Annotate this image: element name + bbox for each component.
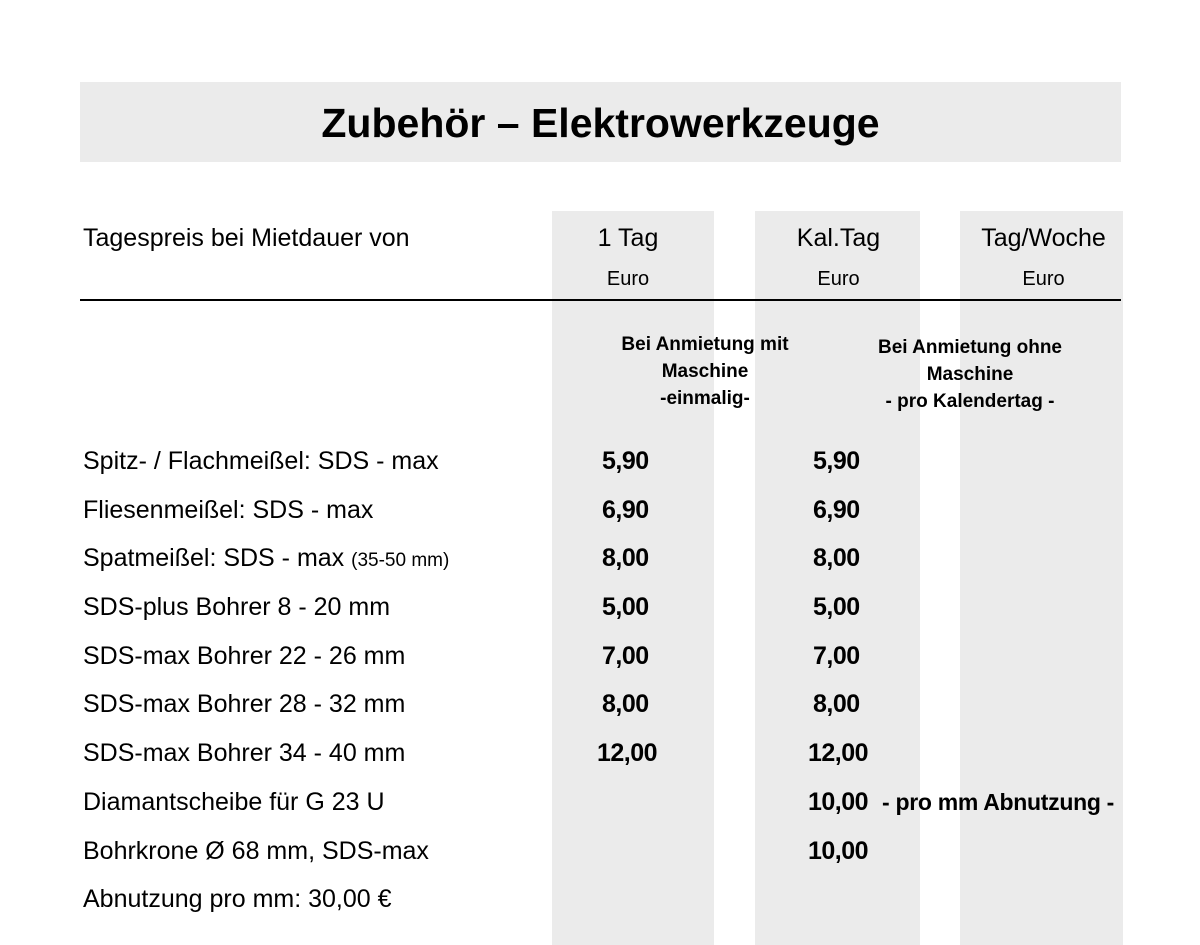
column-header-kal-tag: Kal.Tag — [796, 224, 881, 252]
row-item-label — [83, 837, 429, 868]
row-item-label — [83, 788, 385, 819]
column-unit-kal-tag: Euro — [817, 268, 860, 290]
column-band-1-tag — [552, 211, 714, 945]
column-header-1-tag: 1 Tag — [597, 224, 659, 252]
item-name: Bohrkrone Ø 68 mm, SDS-max — [83, 837, 429, 865]
row-item-label — [83, 593, 390, 624]
item-name: Spatmeißel: SDS - max — [83, 544, 352, 572]
column-header-tag-woche: Tag/Woche — [981, 224, 1106, 252]
header-label: Tagespreis bei Mietdauer von — [83, 224, 410, 252]
header-divider — [80, 299, 1121, 301]
item-detail: (35-50 mm) — [351, 550, 450, 571]
item-name: Fliesenmeißel: SDS - max — [83, 496, 374, 524]
row-item-label — [83, 447, 439, 478]
item-name: SDS-max Bohrer 28 - 32 mm — [83, 690, 406, 718]
price-with-machine: 5,00 — [602, 593, 649, 621]
item-name: SDS-max Bohrer 34 - 40 mm — [83, 739, 406, 767]
note-line: Bei Anmietung ohne — [877, 337, 1063, 358]
price-without-machine: 10,00 — [808, 837, 869, 865]
note-line: -einmalig- — [660, 388, 750, 409]
note-line: - pro Kalendertag - — [885, 391, 1055, 412]
column-unit-tag-woche: Euro — [1022, 268, 1065, 290]
price-with-machine: 7,00 — [602, 642, 649, 670]
item-name: SDS-plus Bohrer 8 - 20 mm — [83, 593, 391, 621]
price-without-machine: 8,00 — [813, 544, 860, 572]
item-name: SDS-max Bohrer 22 - 26 mm — [83, 642, 406, 670]
price-without-machine: 8,00 — [813, 690, 860, 718]
row-item-label — [83, 496, 373, 527]
price-without-machine: 10,00 — [808, 788, 869, 816]
price-without-machine: 6,90 — [813, 496, 860, 524]
column-band-tag-woche — [960, 211, 1123, 945]
price-note: - pro mm Abnutzung - — [882, 789, 1115, 815]
price-with-machine: 8,00 — [602, 544, 649, 572]
note-line: Maschine — [661, 361, 749, 382]
price-with-machine: 5,90 — [602, 447, 649, 475]
note-without-machine — [835, 334, 1105, 415]
note-line: Bei Anmietung mit — [621, 334, 789, 355]
item-name: Diamantscheibe für G 23 U — [83, 788, 385, 816]
row-item-label — [83, 690, 405, 721]
price-without-machine: 7,00 — [813, 642, 860, 670]
price-without-machine: 12,00 — [808, 739, 869, 767]
note-with-machine — [584, 331, 826, 412]
price-without-machine: 5,00 — [813, 593, 860, 621]
price-without-machine: 5,90 — [813, 447, 860, 475]
row-item-label — [83, 642, 405, 673]
item-name: Abnutzung pro mm: 30,00 € — [83, 885, 392, 913]
price-with-machine: 8,00 — [602, 690, 649, 718]
row-item-label — [83, 544, 449, 575]
page-title: Zubehör – Elektrowerkzeuge — [321, 100, 880, 146]
row-item-label — [83, 885, 392, 916]
note-line: Maschine — [926, 364, 1014, 385]
column-unit-1-tag: Euro — [606, 268, 650, 290]
price-with-machine: 12,00 — [597, 739, 658, 767]
row-item-label — [83, 739, 405, 770]
column-band-kal-tag — [755, 211, 920, 945]
item-name: Spitz- / Flachmeißel: SDS - max — [83, 447, 439, 475]
price-with-machine: 6,90 — [602, 496, 649, 524]
